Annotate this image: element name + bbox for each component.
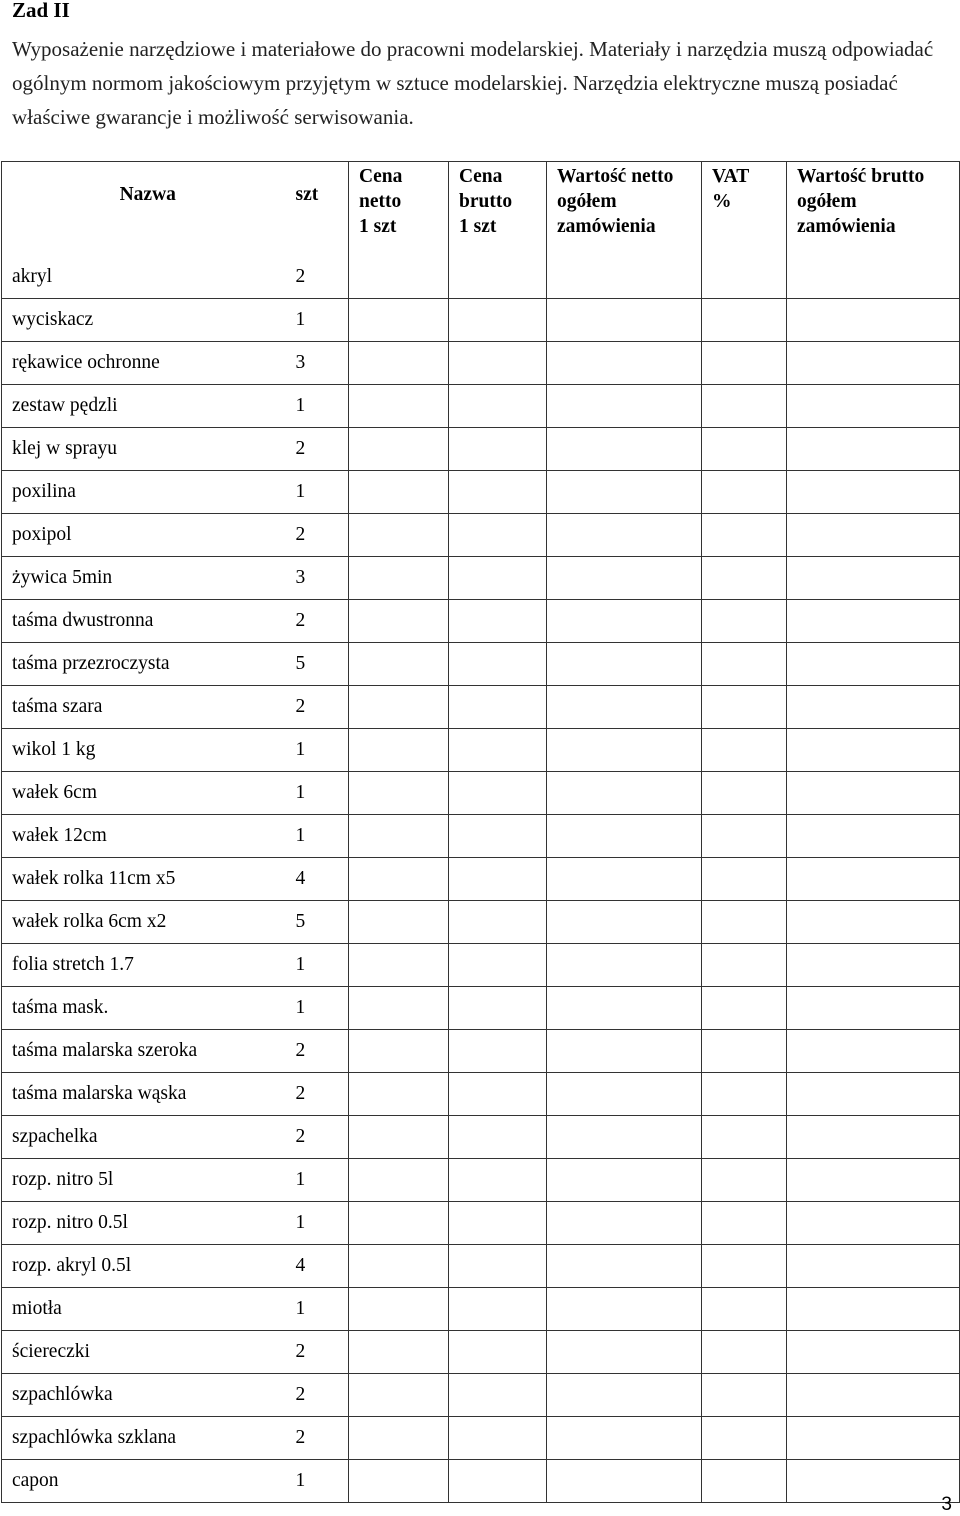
item-qty: 2 [294, 600, 349, 643]
table-row [2, 471, 960, 514]
item-qty: 3 [294, 557, 349, 600]
item-qty: 1 [294, 385, 349, 428]
net-price-cell [349, 1073, 449, 1116]
net-total-cell [547, 1245, 702, 1288]
net-price-cell [349, 901, 449, 944]
item-name: wałek rolka 11cm x5 [2, 858, 294, 901]
net-price-cell [349, 1245, 449, 1288]
item-qty: 2 [294, 1073, 349, 1116]
table-row [2, 1073, 960, 1116]
net-total-cell [547, 1159, 702, 1202]
header-gross-total-line: zamówienia [797, 216, 896, 237]
item-name: rozp. akryl 0.5l [2, 1245, 294, 1288]
table-row [2, 815, 960, 858]
item-name: rękawice ochronne [2, 342, 294, 385]
net-total-cell [547, 1460, 702, 1503]
header-net-total-line: Wartość netto [557, 166, 674, 187]
intro-paragraph: Wyposażenie narzędziowe i materiałowe do pracowni modelarskiej. Materiały i narzędzia muszą odpowiadać ogólnym normom jakościowym przyjętym w sztuce modelarskiej. Narzędzia elektryczne muszą posiadać właściwe gwarancje i możliwość serwisowania. [12, 37, 934, 129]
item-qty: 2 [294, 1331, 349, 1374]
table-row [2, 1116, 960, 1159]
net-total-cell [547, 385, 702, 428]
gross-price-cell [449, 858, 547, 901]
item-name: zestaw pędzli [2, 385, 294, 428]
item-name: rozp. nitro 5l [2, 1159, 294, 1202]
vat-cell [702, 1073, 787, 1116]
header-gross-price [449, 162, 547, 299]
vat-cell [702, 729, 787, 772]
header-gross-total-line: ogółem [797, 191, 857, 212]
net-total-cell [547, 858, 702, 901]
vat-cell [702, 1116, 787, 1159]
vat-cell [702, 1159, 787, 1202]
net-total-cell [547, 342, 702, 385]
header-gross-price-line: brutto [459, 191, 513, 212]
item-name: wałek 12cm [2, 815, 294, 858]
net-total-cell [547, 1288, 702, 1331]
gross-price-cell [449, 1417, 547, 1460]
table-row [2, 342, 960, 385]
gross-total-cell [787, 729, 960, 772]
header-gross-price-line: 1 szt [459, 216, 497, 237]
gross-price-cell [449, 385, 547, 428]
item-qty: 2 [294, 1417, 349, 1460]
net-total-cell [547, 686, 702, 729]
net-total-cell [547, 600, 702, 643]
net-total-cell [547, 557, 702, 600]
gross-price-cell [449, 729, 547, 772]
header-vat-line: % [712, 191, 732, 212]
gross-total-cell [787, 1331, 960, 1374]
item-qty: 1 [294, 299, 349, 342]
gross-total-cell [787, 987, 960, 1030]
net-total-cell [547, 1073, 702, 1116]
order-table [1, 161, 960, 1503]
header-gross-total [787, 162, 960, 299]
item-name: wałek 6cm [2, 772, 294, 815]
net-total-cell [547, 299, 702, 342]
gross-price-cell [449, 772, 547, 815]
net-total-cell [547, 471, 702, 514]
table-row [2, 1245, 960, 1288]
net-price-cell [349, 1331, 449, 1374]
vat-cell [702, 772, 787, 815]
item-name: taśma malarska wąska [2, 1073, 294, 1116]
item-name: ściereczki [2, 1331, 294, 1374]
net-total-cell [547, 1331, 702, 1374]
table-row [2, 1331, 960, 1374]
gross-price-cell [449, 1030, 547, 1073]
gross-total-cell [787, 686, 960, 729]
item-qty: 4 [294, 1245, 349, 1288]
net-total-cell [547, 815, 702, 858]
item-name: taśma dwustronna [2, 600, 294, 643]
net-price-cell [349, 1460, 449, 1503]
header-net-total-line: ogółem [557, 191, 617, 212]
gross-price-cell [449, 1374, 547, 1417]
item-qty: 2 [294, 428, 349, 471]
net-total-cell [547, 1417, 702, 1460]
table-row [2, 1288, 960, 1331]
table-row [2, 1374, 960, 1417]
vat-cell [702, 385, 787, 428]
gross-price-cell [449, 1073, 547, 1116]
item-qty: 1 [294, 987, 349, 1030]
item-name: wikol 1 kg [2, 729, 294, 772]
gross-price-cell [449, 1116, 547, 1159]
vat-cell [702, 299, 787, 342]
gross-price-cell [449, 643, 547, 686]
net-price-cell [349, 1417, 449, 1460]
vat-cell [702, 858, 787, 901]
page-number: 3 [941, 1494, 952, 1515]
gross-price-cell [449, 471, 547, 514]
item-qty: 1 [294, 815, 349, 858]
item-name: taśma przezroczysta [2, 643, 294, 686]
gross-total-cell [787, 342, 960, 385]
gross-total-cell [787, 1030, 960, 1073]
table-row [2, 1417, 960, 1460]
gross-total-cell [787, 1460, 960, 1503]
item-name: poxilina [2, 471, 294, 514]
net-price-cell [349, 600, 449, 643]
gross-total-cell [787, 428, 960, 471]
vat-cell [702, 1331, 787, 1374]
header-vat-line: VAT [712, 166, 750, 187]
table-row [2, 1460, 960, 1503]
net-total-cell [547, 772, 702, 815]
gross-price-cell [449, 1245, 547, 1288]
vat-cell [702, 1288, 787, 1331]
gross-price-cell [449, 1202, 547, 1245]
item-qty: 1 [294, 1288, 349, 1331]
gross-price-cell [449, 428, 547, 471]
item-name: poxipol [2, 514, 294, 557]
item-qty: 2 [294, 686, 349, 729]
net-price-cell [349, 729, 449, 772]
gross-total-cell [787, 1288, 960, 1331]
header-net-total-line: zamówienia [557, 216, 656, 237]
net-price-cell [349, 858, 449, 901]
header-qty: szt [294, 162, 349, 257]
header-net-price-line: Cena [359, 166, 403, 187]
table-row [2, 686, 960, 729]
gross-price-cell [449, 514, 547, 557]
net-price-cell [349, 686, 449, 729]
net-price-cell [349, 428, 449, 471]
net-price-cell [349, 944, 449, 987]
vat-cell [702, 514, 787, 557]
net-price-cell [349, 299, 449, 342]
gross-total-cell [787, 1245, 960, 1288]
item-qty: 1 [294, 772, 349, 815]
gross-total-cell [787, 299, 960, 342]
gross-price-cell [449, 944, 547, 987]
net-price-cell [349, 1202, 449, 1245]
item-qty: 4 [294, 858, 349, 901]
gross-total-cell [787, 385, 960, 428]
net-price-cell [349, 471, 449, 514]
item-qty: 1 [294, 1202, 349, 1245]
item-name: capon [2, 1460, 294, 1503]
net-price-cell [349, 1116, 449, 1159]
section-heading: Zad II [12, 0, 70, 22]
table-row [2, 1159, 960, 1202]
item-qty: 1 [294, 1159, 349, 1202]
gross-price-cell [449, 901, 547, 944]
vat-cell [702, 1030, 787, 1073]
item-qty: 2 [294, 1374, 349, 1417]
net-total-cell [547, 729, 702, 772]
vat-cell [702, 944, 787, 987]
item-name: miotła [2, 1288, 294, 1331]
item-qty: 5 [294, 901, 349, 944]
header-name: Nazwa [2, 162, 294, 257]
gross-total-cell [787, 1374, 960, 1417]
gross-price-cell [449, 1460, 547, 1503]
gross-price-cell [449, 299, 547, 342]
gross-total-cell [787, 1073, 960, 1116]
vat-cell [702, 815, 787, 858]
vat-cell [702, 600, 787, 643]
header-net-price [349, 162, 449, 299]
gross-total-cell [787, 514, 960, 557]
gross-price-cell [449, 557, 547, 600]
table-row [2, 772, 960, 815]
net-price-cell [349, 385, 449, 428]
net-price-cell [349, 987, 449, 1030]
header-net-price-line: 1 szt [359, 216, 397, 237]
net-total-cell [547, 643, 702, 686]
vat-cell [702, 471, 787, 514]
net-price-cell [349, 514, 449, 557]
vat-cell [702, 643, 787, 686]
gross-total-cell [787, 557, 960, 600]
table-row [2, 987, 960, 1030]
item-name: żywica 5min [2, 557, 294, 600]
item-name: rozp. nitro 0.5l [2, 1202, 294, 1245]
table-row [2, 901, 960, 944]
gross-price-cell [449, 600, 547, 643]
gross-price-cell [449, 987, 547, 1030]
gross-total-cell [787, 944, 960, 987]
net-total-cell [547, 514, 702, 557]
net-total-cell [547, 987, 702, 1030]
gross-price-cell [449, 686, 547, 729]
item-name: klej w sprayu [2, 428, 294, 471]
gross-total-cell [787, 772, 960, 815]
net-total-cell [547, 428, 702, 471]
vat-cell [702, 987, 787, 1030]
vat-cell [702, 1460, 787, 1503]
table-row [2, 643, 960, 686]
net-price-cell [349, 1374, 449, 1417]
table-header-row [2, 162, 960, 257]
gross-total-cell [787, 1116, 960, 1159]
table-row [2, 385, 960, 428]
gross-price-cell [449, 1331, 547, 1374]
table-row [2, 1202, 960, 1245]
gross-total-cell [787, 1202, 960, 1245]
net-total-cell [547, 1374, 702, 1417]
net-total-cell [547, 1202, 702, 1245]
gross-price-cell [449, 342, 547, 385]
header-net-total [547, 162, 702, 299]
item-name: szpachlówka [2, 1374, 294, 1417]
vat-cell [702, 1417, 787, 1460]
net-price-cell [349, 1030, 449, 1073]
item-qty: 1 [294, 944, 349, 987]
item-name: wałek rolka 6cm x2 [2, 901, 294, 944]
net-total-cell [547, 1116, 702, 1159]
vat-cell [702, 1374, 787, 1417]
net-price-cell [349, 815, 449, 858]
vat-cell [702, 428, 787, 471]
table-row [2, 944, 960, 987]
header-vat [702, 162, 787, 299]
vat-cell [702, 901, 787, 944]
item-name: taśma malarska szeroka [2, 1030, 294, 1073]
header-gross-total-line: Wartość brutto [797, 166, 925, 187]
gross-total-cell [787, 815, 960, 858]
header-gross-price-line: Cena [459, 166, 503, 187]
gross-total-cell [787, 1417, 960, 1460]
table-row [2, 600, 960, 643]
gross-total-cell [787, 600, 960, 643]
net-total-cell [547, 901, 702, 944]
item-qty: 2 [294, 514, 349, 557]
gross-total-cell [787, 901, 960, 944]
gross-total-cell [787, 471, 960, 514]
table-row [2, 729, 960, 772]
vat-cell [702, 342, 787, 385]
gross-total-cell [787, 643, 960, 686]
net-price-cell [349, 342, 449, 385]
table-row [2, 557, 960, 600]
header-net-price-line: netto [359, 191, 402, 212]
net-price-cell [349, 643, 449, 686]
item-name: szpachlówka szklana [2, 1417, 294, 1460]
item-qty: 2 [294, 1030, 349, 1073]
net-total-cell [547, 1030, 702, 1073]
item-qty: 2 [294, 1116, 349, 1159]
item-name: akryl [2, 256, 294, 299]
item-name: wyciskacz [2, 299, 294, 342]
item-qty: 1 [294, 471, 349, 514]
item-qty: 1 [294, 729, 349, 772]
vat-cell [702, 1245, 787, 1288]
vat-cell [702, 557, 787, 600]
net-price-cell [349, 1288, 449, 1331]
table-row [2, 299, 960, 342]
item-qty: 2 [294, 256, 349, 299]
item-name: szpachelka [2, 1116, 294, 1159]
gross-price-cell [449, 1159, 547, 1202]
net-price-cell [349, 1159, 449, 1202]
item-name: taśma mask. [2, 987, 294, 1030]
gross-total-cell [787, 858, 960, 901]
vat-cell [702, 1202, 787, 1245]
gross-price-cell [449, 1288, 547, 1331]
net-total-cell [547, 944, 702, 987]
table-row [2, 428, 960, 471]
item-name: folia stretch 1.7 [2, 944, 294, 987]
gross-total-cell [787, 1159, 960, 1202]
net-price-cell [349, 557, 449, 600]
table-row [2, 514, 960, 557]
item-qty: 1 [294, 1460, 349, 1503]
gross-price-cell [449, 815, 547, 858]
vat-cell [702, 686, 787, 729]
item-qty: 3 [294, 342, 349, 385]
table-row [2, 858, 960, 901]
net-price-cell [349, 772, 449, 815]
item-name: taśma szara [2, 686, 294, 729]
table-row [2, 1030, 960, 1073]
item-qty: 5 [294, 643, 349, 686]
